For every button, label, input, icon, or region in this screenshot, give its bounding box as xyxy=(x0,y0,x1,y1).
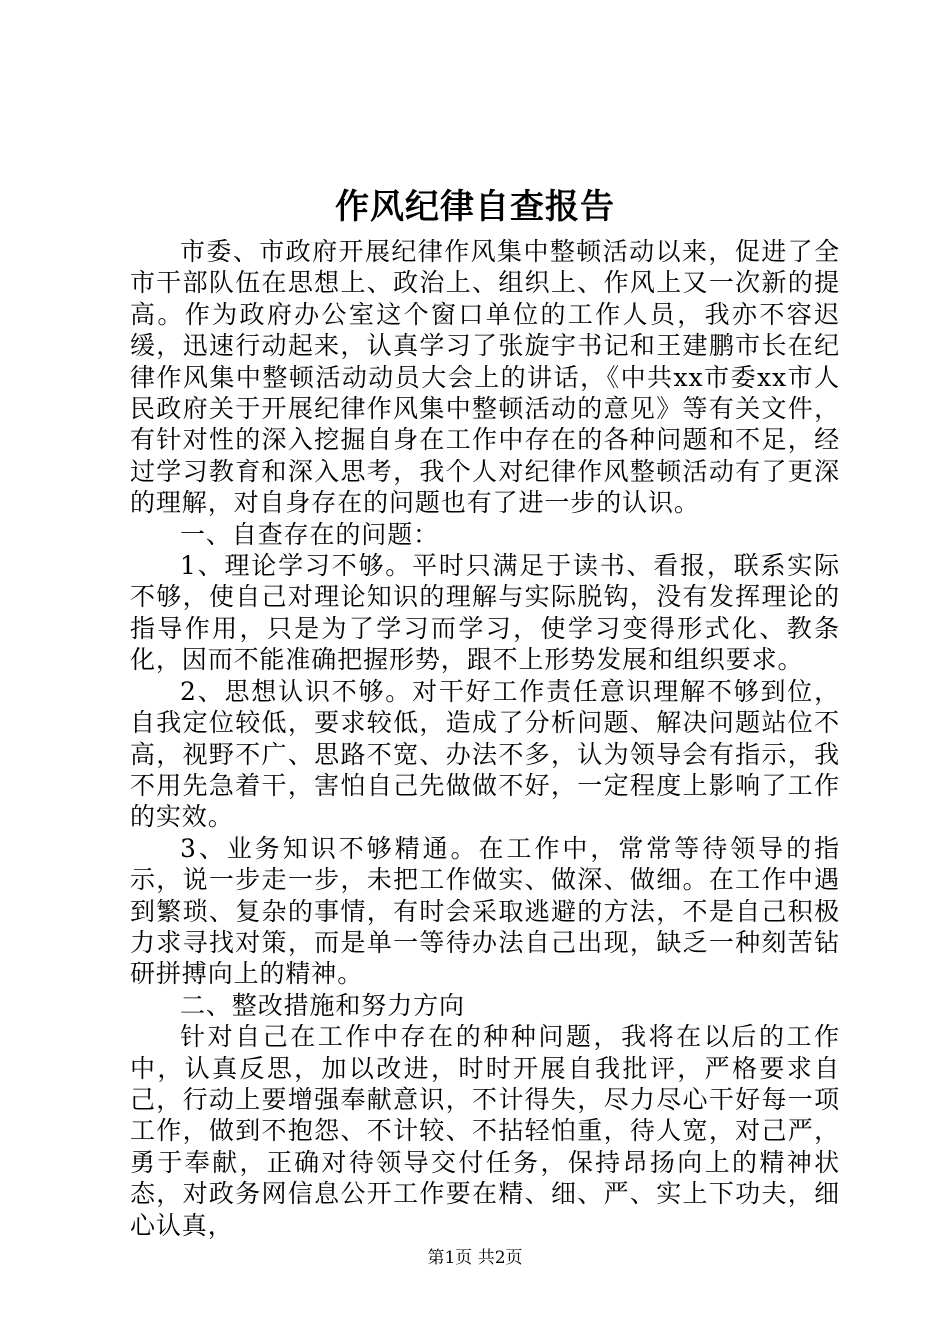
document-title: 作风纪律自查报告 xyxy=(335,187,615,227)
paragraph-intro: 市委、市政府开展纪律作风集中整顿活动以来，促进了全市干部队伍在思想上、政治上、组织上、作风上又一次新的提高。作为政府办公室这个窗口单位的工作人员，我亦不容迟缓，迅速行动起来，认真学习了张旋宇书记和王建鹏市长在纪律作风集中整顿活动动员大会上的讲话，《中共xx市委xx市人民政府关于开展纪律作风集中整顿活动的意见》等有关文件，有针对性的深入挖掘自身在工作中存在的各种问题和不足，经过学习教育和深入思考，我个人对纪律作风整顿活动有了更深的理解，对自身存在的问题也有了进一步的认识。 xyxy=(130,237,840,518)
section-heading-problems: 一、自查存在的问题： xyxy=(180,519,440,549)
paragraph-measures: 针对自己在工作中存在的种种问题，我将在以后的工作中，认真反思，加以改进，时时开展自我批评，严格要求自己，行动上要增强奉献意识，不计得失，尽力尽心干好每一项工作，做到不抱怨、不计较、不拈轻怕重，待人宽，对己严，勇于奉献，正确对待领导交付任务，保持昂扬向上的精神状态，对政务网信息公开工作要在精、细、严、实上下功夫，细心认真， xyxy=(130,1022,840,1240)
paragraph-problem-3: 3、业务知识不够精通。在工作中，常常等待领导的指示，说一步走一步，未把工作做实、做深、做细。在工作中遇到繁琐、复杂的事情，有时会采取逃避的方法，不是自己积极力求寻找对策，而是单一等待办法自己出现，缺乏一种刻苦钻研拼搏向上的精神。 xyxy=(130,833,840,989)
section-heading-measures: 二、整改措施和努力方向 xyxy=(180,990,465,1020)
page-number-footer: 第1页 共2页 xyxy=(427,1248,523,1268)
paragraph-problem-2: 2、思想认识不够。对干好工作责任意识理解不够到位，自我定位较低，要求较低，造成了分析问题、解决问题站位不高，视野不广、思路不宽、办法不多，认为领导会有指示，我不用先急着干，害怕自己先做做不好，一定程度上影响了工作的实效。 xyxy=(130,676,840,832)
document-body xyxy=(130,236,840,1241)
paragraph-problem-1: 1、理论学习不够。平时只满足于读书、看报，联系实际不够，使自己对理论知识的理解与实际脱钩，没有发挥理论的指导作用，只是为了学习而学习，使学习变得形式化、教条化，因而不能准确把握形势，跟不上形势发展和组织要求。 xyxy=(130,551,840,675)
